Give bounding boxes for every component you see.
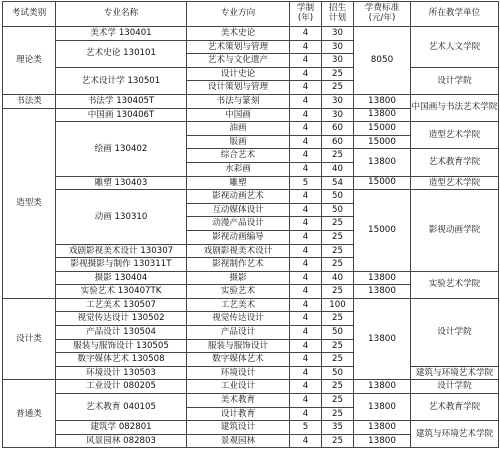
header-row	[3, 2, 499, 27]
fee-cell: 13800	[354, 380, 411, 394]
unit-cell: 建筑与环境艺术学院	[411, 421, 499, 448]
quota-cell: 25	[322, 258, 354, 272]
fee-cell: 15000	[354, 122, 411, 136]
header-years: 学制 (年)	[290, 2, 322, 27]
years-cell: 4	[290, 81, 322, 95]
years-cell: 4	[290, 122, 322, 136]
category-cell: 理论类	[3, 27, 56, 95]
direction-cell: 中国画	[187, 108, 290, 122]
major-cell: 摄影 130404	[56, 271, 187, 285]
direction-cell: 版画	[187, 135, 290, 149]
quota-cell: 50	[322, 326, 354, 340]
years-cell: 4	[290, 217, 322, 231]
years-cell: 4	[290, 190, 322, 204]
fee-cell: 13800	[354, 434, 411, 448]
direction-cell: 建筑设计	[187, 421, 290, 435]
years-cell: 4	[290, 380, 322, 394]
major-cell: 服装与服饰设计 130505	[56, 339, 187, 353]
direction-cell: 艺术策划与管理	[187, 40, 290, 54]
years-cell: 4	[290, 258, 322, 272]
direction-cell: 数字媒体艺术	[187, 353, 290, 367]
header-direction: 专业方向	[187, 2, 290, 27]
quota-cell: 50	[322, 190, 354, 204]
years-cell: 4	[290, 135, 322, 149]
years-cell: 4	[290, 366, 322, 380]
quota-cell: 30	[322, 27, 354, 41]
major-cell: 雕塑 130403	[56, 176, 187, 190]
direction-cell: 美术史论	[187, 27, 290, 41]
direction-cell: 影视制作艺术	[187, 258, 290, 272]
direction-cell: 实验艺术	[187, 285, 290, 299]
years-cell: 4	[290, 108, 322, 122]
unit-cell: 设计学院	[411, 67, 499, 94]
fee-cell: 13800	[354, 271, 411, 285]
years-cell: 4	[290, 394, 322, 408]
quota-cell: 40	[322, 271, 354, 285]
years-cell: 4	[290, 353, 322, 367]
years-cell: 5	[290, 421, 322, 435]
unit-cell: 影视动画学院	[411, 190, 499, 272]
direction-cell: 工业设计	[187, 380, 290, 394]
unit-cell: 造型艺术学院	[411, 176, 499, 190]
years-cell: 4	[290, 244, 322, 258]
major-cell: 影视摄影与制作 130311T	[56, 258, 187, 272]
fee-cell: 13800	[354, 421, 411, 435]
table-row	[3, 380, 499, 394]
direction-cell: 设计教育	[187, 407, 290, 421]
unit-cell: 造型艺术学院	[411, 122, 499, 149]
fee-cell: 13800	[354, 394, 411, 421]
table-row	[3, 271, 499, 285]
table-row	[3, 190, 499, 204]
header-fee: 学费标准 (元/年)	[354, 2, 411, 27]
category-cell: 书法类	[3, 94, 56, 108]
major-cell: 建筑学 082801	[56, 421, 187, 435]
direction-cell: 互动媒体设计	[187, 203, 290, 217]
quota-cell: 25	[322, 380, 354, 394]
years-cell: 4	[290, 203, 322, 217]
direction-cell: 影视动画艺术	[187, 190, 290, 204]
quota-cell: 30	[322, 94, 354, 108]
major-cell: 书法学 130405T	[56, 94, 187, 108]
category-cell: 造型类	[3, 108, 56, 298]
quota-cell: 25	[322, 67, 354, 81]
quota-cell: 25	[322, 244, 354, 258]
table-row	[3, 394, 499, 408]
major-cell: 视觉传达设计 130502	[56, 312, 187, 326]
quota-cell: 25	[322, 81, 354, 95]
direction-cell: 摄影	[187, 271, 290, 285]
major-cell: 中国画 130406T	[56, 108, 187, 122]
unit-cell: 艺术教育学院	[411, 149, 499, 176]
quota-cell: 25	[322, 353, 354, 367]
years-cell: 4	[290, 312, 322, 326]
unit-cell: 设计学院	[411, 380, 499, 394]
years-cell: 4	[290, 230, 322, 244]
quota-cell: 25	[322, 407, 354, 421]
direction-cell: 艺术与文化遗产	[187, 54, 290, 68]
quota-cell: 54	[322, 176, 354, 190]
header-category: 考试类别	[3, 2, 56, 27]
fee-cell: 15000	[354, 190, 411, 272]
years-cell: 4	[290, 298, 322, 312]
direction-cell: 水彩画	[187, 162, 290, 176]
quota-cell: 35	[322, 421, 354, 435]
fee-cell: 13800	[354, 285, 411, 299]
quota-cell: 60	[322, 135, 354, 149]
quota-cell: 30	[322, 54, 354, 68]
quota-cell: 50	[322, 366, 354, 380]
header-quota: 招生 计划	[322, 2, 354, 27]
direction-cell: 工艺美术	[187, 298, 290, 312]
years-cell: 4	[290, 67, 322, 81]
fee-cell: 15000	[354, 135, 411, 149]
major-cell: 实验艺术 130407TK	[56, 285, 187, 299]
quota-cell: 25	[322, 285, 354, 299]
direction-cell: 综合艺术	[187, 149, 290, 163]
quota-cell: 100	[322, 298, 354, 312]
unit-cell: 中国画与书法艺术学院	[411, 94, 499, 121]
direction-cell: 产品设计	[187, 326, 290, 340]
table-row	[3, 27, 499, 41]
years-cell: 4	[290, 285, 322, 299]
quota-cell: 40	[322, 162, 354, 176]
unit-cell: 艺术人文学院	[411, 27, 499, 68]
fee-cell: 13800	[354, 108, 411, 122]
direction-cell: 环境设计	[187, 366, 290, 380]
header-unit: 所在教学单位	[411, 2, 499, 27]
quota-cell: 25	[322, 149, 354, 163]
fee-cell: 13800	[354, 298, 411, 380]
major-cell: 工业设计 080205	[56, 380, 187, 394]
major-cell: 数字媒体艺术 130508	[56, 353, 187, 367]
fee-cell: 13800	[354, 94, 411, 108]
unit-cell: 设计学院	[411, 298, 499, 366]
major-cell: 动画 130310	[56, 190, 187, 244]
unit-cell: 艺术教育学院	[411, 394, 499, 421]
quota-cell: 25	[322, 339, 354, 353]
table-row	[3, 298, 499, 312]
fee-cell: 8050	[354, 27, 411, 95]
major-cell: 环境设计 130503	[56, 366, 187, 380]
major-cell: 艺术史论 130101	[56, 40, 187, 67]
years-cell: 4	[290, 326, 322, 340]
direction-cell: 景观园林	[187, 434, 290, 448]
quota-cell: 25	[322, 230, 354, 244]
years-cell: 4	[290, 339, 322, 353]
major-cell: 产品设计 130504	[56, 326, 187, 340]
years-cell: 4	[290, 407, 322, 421]
table-row	[3, 176, 499, 190]
direction-cell: 雕塑	[187, 176, 290, 190]
direction-cell: 设计策划与管理	[187, 81, 290, 95]
unit-cell: 实验艺术学院	[411, 271, 499, 298]
enrollment-plan-table	[2, 1, 499, 448]
major-cell: 戏剧影视美术设计 130307	[56, 244, 187, 258]
quota-cell: 30	[322, 40, 354, 54]
major-cell: 艺术教育 040105	[56, 394, 187, 421]
years-cell: 4	[290, 54, 322, 68]
direction-cell: 戏剧影视美术设计	[187, 244, 290, 258]
quota-cell: 60	[322, 122, 354, 136]
header-major: 专业名称	[56, 2, 187, 27]
direction-cell: 视觉传达设计	[187, 312, 290, 326]
major-cell: 美术学 130401	[56, 27, 187, 41]
quota-cell: 25	[322, 312, 354, 326]
direction-cell: 影视动画编导	[187, 230, 290, 244]
table-row	[3, 67, 499, 81]
quota-cell: 50	[322, 203, 354, 217]
years-cell: 4	[290, 40, 322, 54]
years-cell: 4	[290, 162, 322, 176]
years-cell: 4	[290, 149, 322, 163]
direction-cell: 美术教育	[187, 394, 290, 408]
quota-cell: 25	[322, 394, 354, 408]
years-cell: 4	[290, 27, 322, 41]
years-cell: 5	[290, 176, 322, 190]
direction-cell: 设计史论	[187, 67, 290, 81]
table-row	[3, 366, 499, 380]
years-cell: 4	[290, 271, 322, 285]
fee-cell: 15000	[354, 176, 411, 190]
direction-cell: 书法与篆刻	[187, 94, 290, 108]
enrollment-table-container	[2, 1, 498, 448]
years-cell: 4	[290, 434, 322, 448]
direction-cell: 油画	[187, 122, 290, 136]
table-row	[3, 122, 499, 136]
major-cell: 风景园林 082803	[56, 434, 187, 448]
direction-cell: 服装与服饰设计	[187, 339, 290, 353]
category-cell: 设计类	[3, 298, 56, 380]
table-row	[3, 94, 499, 108]
direction-cell: 动漫产品设计	[187, 217, 290, 231]
major-cell: 工艺美术 130507	[56, 298, 187, 312]
years-cell: 4	[290, 94, 322, 108]
quota-cell: 25	[322, 217, 354, 231]
quota-cell: 25	[322, 434, 354, 448]
major-cell: 绘画 130402	[56, 122, 187, 176]
fee-cell: 13800	[354, 149, 411, 176]
unit-cell: 建筑与环境艺术学院	[411, 366, 499, 380]
table-row	[3, 421, 499, 435]
major-cell: 艺术设计学 130501	[56, 67, 187, 94]
category-cell: 普通类	[3, 380, 56, 448]
quota-cell: 30	[322, 108, 354, 122]
